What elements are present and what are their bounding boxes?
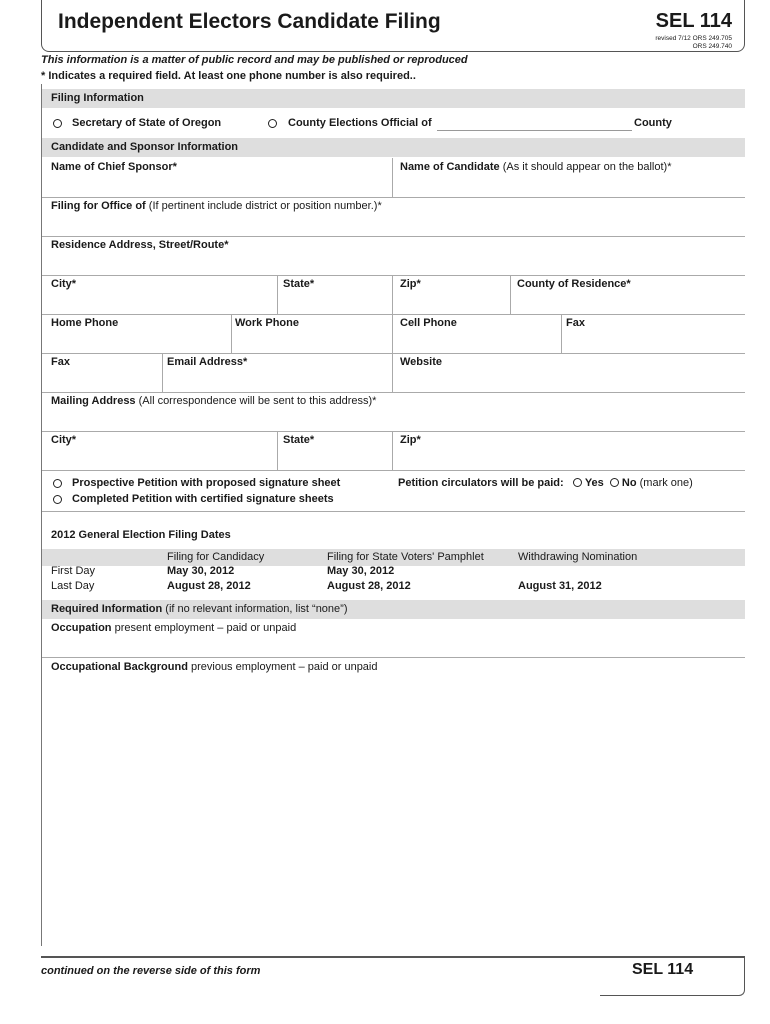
sos-label: Secretary of State of Oregon [72,117,222,129]
divider [392,158,393,198]
dates-col-withdraw: Withdrawing Nomination [518,551,638,563]
paid-no-label: No [621,477,637,489]
dates-row-last: Last Day [51,580,95,592]
office-label: Filing for Office of (If pertinent include district or position number.)* [51,200,382,212]
dates-col-pamphlet: Filing for State Voters' Pamphlet [327,551,484,563]
paid-yes-radio[interactable] [573,478,582,487]
sos-radio[interactable] [53,119,62,128]
prospective-petition-label: Prospective Petition with proposed signature sheet [72,477,341,489]
mark-one-note: (mark one) [639,477,693,489]
background-label: Occupational Background previous employment – paid or unpaid [51,661,378,673]
row-divider [42,275,745,276]
cell-phone-label: Cell Phone [400,317,457,329]
fax-left-label: Fax [51,356,70,368]
row-divider [42,657,745,658]
chief-sponsor-label: Name of Chief Sponsor* [51,161,177,173]
paid-no-radio[interactable] [610,478,619,487]
county-official-radio[interactable] [268,119,277,128]
form-title: Independent Electors Candidate Filing [58,10,441,33]
row-divider [42,431,745,432]
dates-heading: 2012 General Election Filing Dates [51,529,231,541]
row-divider [42,511,745,512]
candidate-sponsor-heading: Candidate and Sponsor Information [51,141,239,153]
candidacy-first-day: May 30, 2012 [167,565,235,577]
work-phone-label: Work Phone [235,317,299,329]
dates-row-first: First Day [51,565,95,577]
divider [231,314,232,354]
row-divider [42,197,745,198]
row-divider [42,236,745,237]
revision-note: revised 7/12 ORS 249.705 ORS 249.740 [655,35,732,50]
row-divider [42,470,745,471]
county-residence-label: County of Residence* [517,278,631,290]
zip-label: Zip* [400,278,421,290]
filing-info-heading: Filing Information [51,92,144,104]
form-left-border [41,84,42,946]
paid-circulators-label: Petition circulators will be paid: Yes No (mark one) [398,477,693,489]
divider [392,314,393,354]
mail-city-label: City* [51,434,77,446]
footer-form-code: SEL 114 [632,961,694,978]
divider [561,314,562,354]
completed-petition-label: Completed Petition with certified signature sheets [72,493,334,505]
candidacy-last-day: August 28, 2012 [167,580,251,592]
divider [277,275,278,315]
divider [392,431,393,471]
row-divider [42,314,745,315]
mail-zip-label: Zip* [400,434,421,446]
county-official-label: County Elections Official of [288,117,432,129]
divider [277,431,278,471]
row-divider [42,353,745,354]
state-label: State* [283,278,315,290]
row-divider [42,392,745,393]
required-notice: * Indicates a required field. At least one phone number is also required.. [41,70,416,82]
required-info-heading: Required Information (if no relevant information, list “none”) [51,603,348,615]
pamphlet-last-day: August 28, 2012 [327,580,411,592]
residence-label: Residence Address, Street/Route* [51,239,229,251]
divider [162,353,163,393]
website-label: Website [400,356,442,368]
completed-petition-radio[interactable] [53,495,62,504]
city-label: City* [51,278,77,290]
divider [392,353,393,393]
occupation-label: Occupation present employment – paid or unpaid [51,622,297,634]
divider [510,275,511,315]
pamphlet-first-day: May 30, 2012 [327,565,395,577]
continued-note: continued on the reverse side of this form [41,965,261,977]
fax-right-label: Fax [566,317,585,329]
header-box [41,0,745,52]
divider [392,275,393,315]
mail-state-label: State* [283,434,315,446]
county-name-field[interactable] [437,130,632,131]
prospective-petition-radio[interactable] [53,479,62,488]
filing-info-bar [42,89,745,108]
form-code: SEL 114 [655,10,732,32]
county-suffix-label: County [634,117,672,129]
paid-yes-label: Yes [584,477,604,489]
withdraw-last-day: August 31, 2012 [518,580,602,592]
candidate-name-label: Name of Candidate (As it should appear on the ballot)* [400,161,672,173]
home-phone-label: Home Phone [51,317,119,329]
dates-col-candidacy: Filing for Candidacy [167,551,265,563]
mailing-label: Mailing Address (All correspondence will be sent to this address)* [51,395,377,407]
email-label: Email Address* [167,356,248,368]
public-record-notice: This information is a matter of public record and may be published or reproduced [41,54,468,66]
